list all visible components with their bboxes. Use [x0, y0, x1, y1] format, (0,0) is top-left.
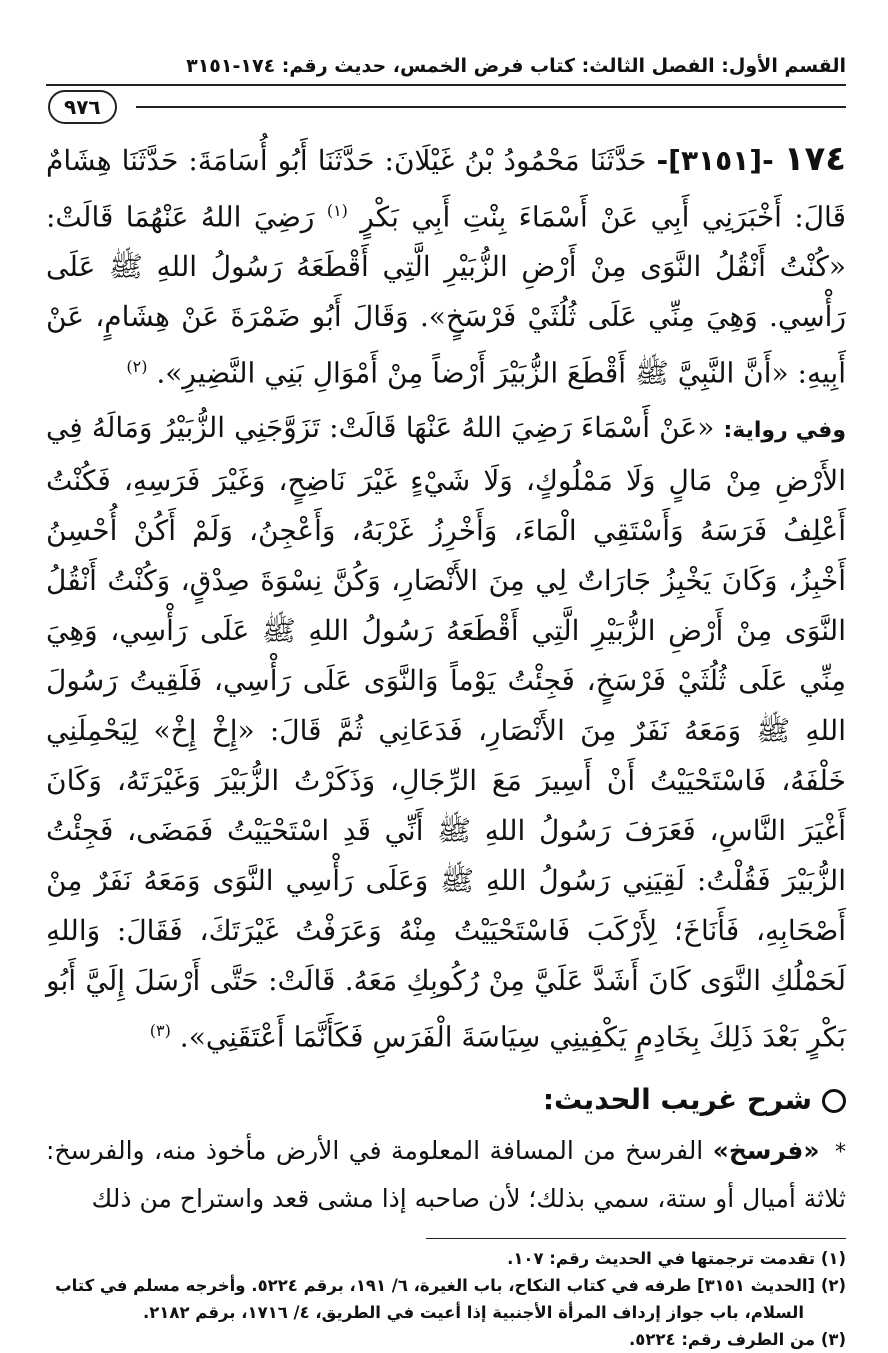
- hadith-reference: -[٣١٥١]-: [656, 144, 774, 177]
- riwaya-lead: وفي رواية:: [723, 417, 846, 443]
- hadith-main: [46, 134, 846, 399]
- page-number-row: [46, 86, 846, 126]
- footnote-3: (٣) من الطرف رقم: ٥٢٢٤.: [629, 1329, 846, 1349]
- bullet-circle-icon: [822, 1089, 846, 1113]
- footnote-rule: [426, 1238, 846, 1239]
- footnote-ref-3: (٣): [149, 1020, 171, 1040]
- footnote-ref-1: (١): [326, 201, 348, 220]
- page-number-rule: [136, 106, 846, 108]
- page-number: ٩٧٦: [48, 90, 117, 124]
- footnotes: [46, 1245, 846, 1353]
- asterisk-icon: *: [835, 1139, 846, 1165]
- gloss-section-title: [46, 1072, 846, 1128]
- footnote-ref-2: (٢): [126, 357, 148, 377]
- hadith-text-part-2: رَضِيَ اللهُ عَنْهُمَا قَالَتْ: «كُنْتُ أَنْقُلُ النَّوَى مِنْ أَرْضِ الزُّبَيْرِ الَّتِي أَقْطَعَهُ رَسُولُ اللهِ ﷺ عَلَى رَأْسِي. وَهِيَ مِنِّي عَلَى ثُلُثَيْ فَرْسَخٍ». وَقَالَ أَبُو ضَمْرَةَ عَنْ هِشَامٍ، عَنْ أَبِيهِ: «أَنَّ النَّبِيَّ ﷺ أَقْطَعَ الزُّبَيْرَ أَرْضاً مِنْ أَمْوَالِ بَنِي النَّضِيرِ».: [46, 200, 846, 390]
- footnote-1: (١) تقدمت ترجمتها في الحديث رقم: ١٠٧.: [507, 1248, 846, 1268]
- gloss-text: الفرسخ من المسافة المعلومة في الأرض مأخوذ منه، والفرسخ: ثلاثة أميال أو ستة، سمي بذلك؛ لأن صاحبه إذا مشى قعد واستراح من ذلك: [46, 1135, 846, 1213]
- riwaya-text: «عَنْ أَسْمَاءَ رَضِيَ اللهُ عَنْهَا قَالَتْ: تَزَوَّجَنِي الزُّبَيْرُ وَمَالَهُ فِي الأَرْضِ مِنْ مَالٍ وَلَا مَمْلُوكٍ، وَلَا شَيْءٍ غَيْرَ نَاضِحٍ، وَغَيْرَ فَرَسِهِ، فَكُنْتُ أَعْلِفُ فَرَسَهُ وَأَسْتَقِي الْمَاءَ، وَأَخْرِزُ غَرْبَهُ، وَأَعْجِنُ، وَلَمْ أَكُنْ أُحْسِنُ أَخْبِزُ، وَكَانَ يَخْبِزُ جَارَاتٌ لِي مِنَ الأَنْصَارِ، وَكُنَّ نِسْوَةَ صِدْقٍ، وَكُنْتُ أَنْقُلُ النَّوَى مِنْ أَرْضِ الزُّبَيْرِ الَّتِي أَقْطَعَهُ رَسُولُ اللهِ ﷺ عَلَى رَأْسِي، وَهِيَ مِنِّي عَلَى ثُلُثَيْ فَرْسَخٍ، فَجِئْتُ يَوْماً وَالنَّوَى عَلَى رَأْسِي، فَلَقِيتُ رَسُولَ اللهِ ﷺ وَمَعَهُ نَفَرٌ مِنَ الأَنْصَارِ، فَدَعَانِي ثُمَّ قَالَ: «إِخْ إِخْ» لِيَحْمِلَنِي خَلْفَهُ، فَاسْتَحْيَيْتُ أَنْ أَسِيرَ مَعَ الرِّجَالِ، وَذَكَرْتُ الزُّبَيْرَ وَغَيْرَتَهُ، وَكَانَ أَغْيَرَ النَّاسِ، فَعَرَفَ رَسُولُ اللهِ ﷺ أَنِّي قَدِ اسْتَحْيَيْتُ فَمَضَى، فَجِئْتُ الزُّبَيْرَ فَقُلْتُ: لَقِيَنِي رَسُولُ اللهِ ﷺ وَعَلَى رَأْسِي النَّوَى وَمَعَهُ نَفَرٌ مِنْ أَصْحَابِهِ، فَأَنَاخَ؛ لِأَرْكَبَ فَاسْتَحْيَيْتُ مِنْهُ وَعَرَفْتُ غَيْرَتَكَ، فَقَالَ: وَاللهِ لَحَمْلُكِ النَّوَى كَانَ أَشَدَّ عَلَيَّ مِنْ رُكُوبِكِ مَعَهُ. قَالَتْ: حَتَّى أَرْسَلَ إِلَيَّ أَبُو بَكْرٍ بَعْدَ ذَلِكَ بِخَادِمٍ يَكْفِينِي سِيَاسَةَ الْفَرَسِ فَكَأَنَّمَا أَعْتَقَنِي».: [46, 410, 846, 1053]
- gloss-title-text: شرح غريب الحديث:: [542, 1082, 812, 1116]
- book-page: [46, 50, 846, 1353]
- gloss-term: «فرسخ»: [712, 1135, 820, 1165]
- hadith-number: ١٧٤: [783, 139, 847, 179]
- hadith-text-part-1: حَدَّثَنَا مَحْمُودُ بْنُ غَيْلَانَ: حَدَّثَنَا أَبُو أُسَامَةَ: حَدَّثَنَا هِشَامٌ قَالَ: أَخْبَرَنِي أَبِي عَنْ أَسْمَاءَ بِنْتِ أَبِي بَكْرٍ: [46, 144, 846, 234]
- running-header: القسم الأول: الفصل الثالث: كتاب فرض الخمس، حديث رقم: ١٧٤-٣١٥١: [186, 55, 846, 77]
- footnote-2: (٢) [الحديث ٣١٥١] طرفه في كتاب النكاح، باب الغيرة، ٦/ ١٩١، برقم ٥٢٢٤. وأخرجه مسلم في كتاب السلام، باب جواز إرداف المرأة الأجنبية إذا أعيت في الطريق، ٤/ ١٧١٦، برقم ٢١٨٢.: [55, 1275, 846, 1322]
- hadith-riwaya: [46, 403, 846, 1062]
- gloss-paragraph: [46, 1128, 846, 1222]
